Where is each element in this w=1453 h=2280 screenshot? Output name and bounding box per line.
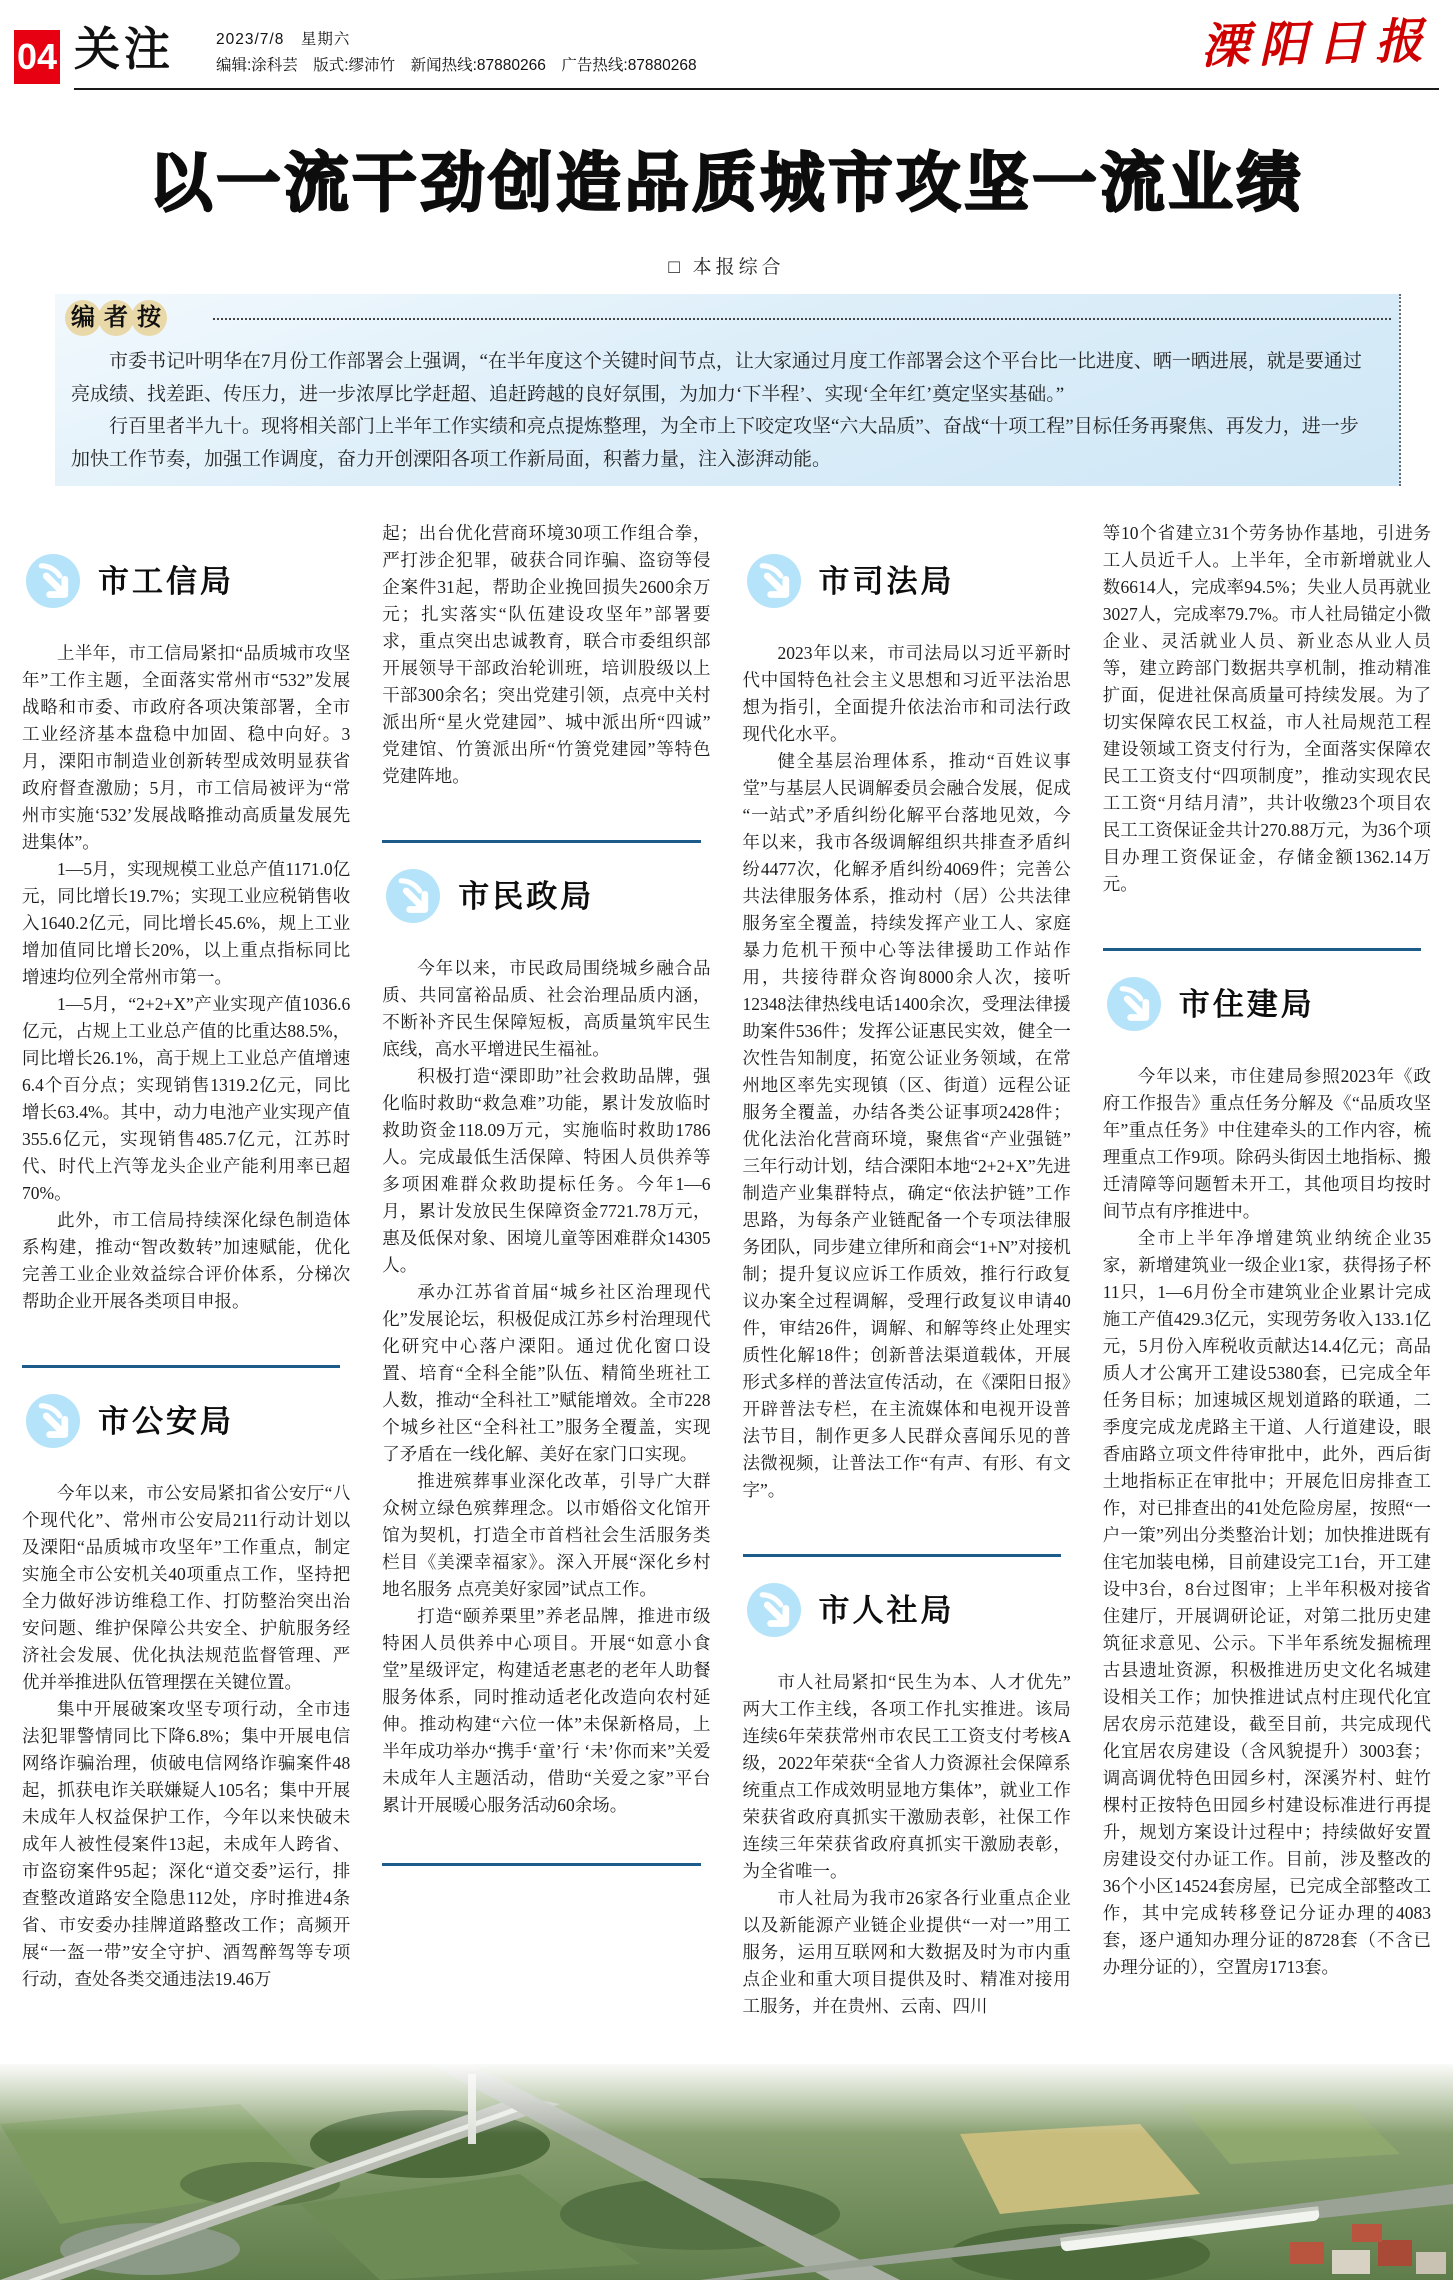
article-paragraph: 承办江苏省首届“城乡社区治理现代化”发展论坛，积极促成江苏乡村治理现代化研究中心落户溧阳。通过优化窗口设置、培育“全科全能”队伍、精简坐班社工人数，推动“全科社工”赋能增效。全市228个城乡社区“全科社工”服务全覆盖，实现了矛盾在一线化解、美好在家门口实现。 <box>382 1282 711 1464</box>
page-header <box>0 0 1453 92</box>
main-headline: 以一流干劲创造品质城市攻坚一流业绩 <box>148 147 1305 219</box>
header-rule <box>74 88 1439 90</box>
article-divider <box>382 1863 700 1866</box>
article-title: 市公安局 <box>98 1403 234 1439</box>
article-paragraph: 今年以来，市民政局围绕城乡融合品质、共同富裕品质、社会治理品质内涵，不断补齐民生保障短板，高质量筑牢民生底线，高水平增进民生福祉。 <box>382 958 711 1059</box>
text-column-2 <box>382 520 710 2068</box>
editor-note-paragraph: 行百里者半九十。现将相关部门上半年工作实绩和亮点提炼整理，为全市上下咬定攻坚“六大品质”、奋战“十项工程”目标任务再聚焦、再发力，进一步加快工作节奏，加强工作调度，奋力开创溧阳各项工作新局面，积蓄力量，注入澎湃动能。 <box>71 416 1359 471</box>
article-paragraph: 2023年以来，市司法局以习近平新时代中国特色社会主义思想和习近平法治思想为指引，全面提升依法治市和司法行政现代化水平。 <box>742 643 1071 744</box>
article-paragraph: 积极打造“溧即助”社会救助品牌，强化临时救助“救急难”功能，累计发放临时救助资金118.09万元，实施临时救助1786人。完成最低生活保障、特困人员供养等多项困难群众救助提标任务。今年1—6月，累计发放民生保障资金7721.78万元，惠及低保对象、困境儿童等困难群众14305人。 <box>382 1066 711 1275</box>
arrow-down-right-icon <box>386 869 440 923</box>
text-column-3 <box>743 520 1071 2068</box>
article-heading <box>26 1394 350 1448</box>
article-divider <box>1103 948 1421 951</box>
issue-date: 2023/7/8 星期六 <box>216 31 351 48</box>
article-heading <box>747 554 1071 608</box>
article-paragraph: 1—5月，实现规模工业总产值1171.0亿元，同比增长19.7%；实现工业应税销售收入1640.2亿元，同比增长45.6%，规上工业增加值同比增长20%，以上重点指标同比增速均位列全常州市第一。 <box>22 859 351 987</box>
dotted-rule <box>213 318 1391 320</box>
issue-meta <box>216 27 697 80</box>
aerial-photo <box>0 2064 1453 2280</box>
article-title: 市民政局 <box>458 878 595 914</box>
editor-hotline-line: 编辑:涂科芸 版式:缪沛竹 新闻热线:87880266 广告热线:87880268 <box>216 57 697 75</box>
article-paragraph: 今年以来，市住建局参照2023年《政府工作报告》重点任务分解及《“品质攻坚年”重点任务》中住建牵头的工作内容，梳理重点工作9项。除码头街因土地指标、搬迁清障等问题暂未开工，其他项目均按时间节点有序推进中。 <box>1102 1066 1431 1221</box>
arrow-down-right-icon <box>1107 977 1161 1031</box>
article-paragraph: 推进殡葬事业深化改革，引导广大群众树立绿色殡葬理念。以市婚俗文化馆开馆为契机，打造全市首档社会生活服务类栏目《美溧幸福家》。深入开展“深化乡村地名服务 点亮美好家园”试点工作。 <box>382 1471 711 1599</box>
byline: □ 本报综合 <box>668 257 785 278</box>
article-paragraph: 集中开展破案攻坚专项行动，全市违法犯罪警情同比下降6.8%；集中开展电信网络诈骗治理，侦破电信网络诈骗案件48起，抓获电诈关联嫌疑人105名；集中开展未成年人权益保护工作，今年以来快破未成年人被性侵案件13起，未成年人跨省、市盗窃案件95起；深化“道交委”运行，排查整改道路安全隐患112处，序时推进4条省、市安委办挂牌道路整改工作；高频开展“一盔一带”安全守护、酒驾醉驾等专项行动，查处各类交通违法19.46万 <box>22 1699 351 1989</box>
article-paragraph: 今年以来，市公安局紧扣省公安厅“八个现代化”、常州市公安局211行动计划以及溧阳“品质城市攻坚年”工作重点，制定实施全市公安机关40项重点工作，坚持把全力做好涉访维稳工作、打防整治突出治安问题、维护保障公共安全、护航服务经济社会发展、优化执法规范监督管理、严优并举推进队伍管理摆在关键位置。 <box>22 1483 351 1692</box>
article-heading <box>747 1583 1071 1637</box>
arrow-down-right-icon <box>747 554 801 608</box>
article-title: 市司法局 <box>818 563 955 599</box>
article-paragraph: 全市上半年净增建筑业纳统企业35家，新增建筑业一级企业1家，获得扬子杯11只，1—6月份全市建筑业企业累计完成施工产值429.3亿元，实现劳务收入133.1亿元，5月份入库税收贡献达14.4亿元；高品质人才公寓开工建设5380套，已完成全年任务目标；加速城区规划道路的联通，二季度完成龙虎路主干道、人行道建设，眼香庙路立项文件待审批中，此外，西后街土地指标正在审批中；开展危旧房排查工作，对已排查出的41处危险房屋，按照“一户一策”列出分类整治计划；加快推进既有住宅加装电梯，目前建设完工1台，开工建设中3台，8台过图审；上半年积极对接省住建厅，开展调研论证，对第二批历史建筑征求意见、公示。下半年系统发掘梳理古县遗址资源，积极推进历史文化名城建设相关工作；加快推进试点村庄现代化宜居农房示范建设，截至目前，共完成现代化宜居农房建设（含风貌提升）3003套；调高调优特色田园乡村，深溪岕村、蛀竹棵村正按特色田园乡村建设标准进行再提升，规划方案设计过程中；持续做好安置房建设交付办证工作。目前，涉及整改的36个小区14524套房屋，已完成全部整改工作，其中完成转移登记分证办理的4083套，逐户通知办理分证的8728套（不含已办理分证的），空置房1713套。 <box>1102 1228 1431 1977</box>
arrow-down-right-icon <box>747 1583 801 1637</box>
text-column-4 <box>1103 520 1431 2068</box>
editor-note-paragraph: 市委书记叶明华在7月份工作部署会上强调，“在半年度这个关键时间节点，让大家通过月度工作部署会这个平台比一比进度、晒一晒进展，就是要通过亮成绩、找差距、传压力，进一步浓厚比学赶超、追赶跨越的良好氛围，为加力‘下半程’、实现‘全年红’奠定坚实基础。” <box>71 351 1362 405</box>
article-heading <box>26 554 350 608</box>
article-paragraph: 起；出台优化营商环境30项工作组合拳，严打涉企犯罪，破获合同诈骗、盗窃等侵企案件31起，帮助企业挽回损失2600余万元；扎实落实“队伍建设攻坚年”部署要求，重点突出忠诚教育，联合市委组织部开展领导干部政治轮训班，培训股级以上干部300余名；突出党建引领，点亮中关村派出所“星火党建园”、城中派出所“四诚”党建馆、竹箦派出所“竹箦党建园”等特色党建阵地。 <box>382 523 711 786</box>
text-column-1 <box>22 520 350 2068</box>
article-title: 市住建局 <box>1178 986 1315 1022</box>
article-heading <box>386 869 710 923</box>
article-heading <box>1107 977 1431 1031</box>
page-number-badge: 04 <box>14 30 60 84</box>
article-title: 市工信局 <box>98 563 234 599</box>
article-columns <box>22 520 1431 2068</box>
editor-note-label-char: 按 <box>131 300 167 336</box>
editor-note-box <box>55 294 1401 486</box>
article-paragraph: 1—5月，“2+2+X”产业实现产值1036.6亿元，占规上工业总产值的比重达88.5%，同比增长26.1%，高于规上工业总产值增速6.4个百分点；实现销售1319.2亿元，同比增长63.4%。其中，动力电池产业实现产值355.6亿元，实现销售485.7亿元，江苏时代、时代上汽等龙头企业产能利用率已超70%。 <box>22 994 351 1203</box>
editor-note-label <box>65 300 164 336</box>
editor-note-label-char: 者 <box>98 300 134 336</box>
editor-note-label-char: 编 <box>65 300 101 336</box>
article-paragraph: 健全基层治理体系，推动“百姓议事堂”与基层人民调解委员会融合发展，促成“一站式”矛盾纠纷化解平台落地见效，今年以来，我市各级调解组织共排查矛盾纠纷4477次，化解矛盾纠纷4069件；完善公共法律服务体系，推动村（居）公共法律服务室全覆盖，持续发挥产业工人、家庭暴力危机干预中心等法律援助工作站作用，共接待群众咨询8000余人次，接听12348法律热线电话1400余次，受理法律援助案件536件；发挥公证惠民实效，健全一次性告知制度，拓宽公证业务领域，在常州地区率先实现镇（区、街道）远程公证服务全覆盖，办结各类公证事项2428件；优化法治化营商环境，聚焦省“产业强链”三年行动计划，结合溧阳本地“2+2+X”先进制造产业集群特点，确定“依法护链”工作思路，为每条产业链配备一个专项法律服务团队，同步建立律所和商会“1+N”对接机制；提升复议应诉工作质效，推行行政复议办案全过程调解，受理行政复议申请40件，审结26件，调解、和解等终止处理实质性化解18件；创新普法渠道载体，开展形式多样的普法宣传活动，在《溧阳日报》开辟普法专栏，在主流媒体和电视开设普法节目，制作更多人民群众喜闻乐见的普法微视频，让普法工作“有声、有形、有文字”。 <box>742 751 1071 1500</box>
article-paragraph: 市人社局为我市26家各行业重点企业以及新能源产业链企业提供“一对一”用工服务，运用互联网和大数据及时为市内重点企业和重大项目提供及时、精准对接用工服务，并在贵州、云南、四川 <box>742 1888 1071 2016</box>
article-divider <box>743 1554 1061 1557</box>
article-paragraph: 此外，市工信局持续深化绿色制造体系构建，推动“智改数转”加速赋能，优化完善工业企业效益综合评价体系，分梯次帮助企业开展各类项目申报。 <box>22 1210 351 1311</box>
arrow-down-right-icon <box>26 1394 80 1448</box>
article-title: 市人社局 <box>818 1592 955 1628</box>
aerial-photo-graphic <box>0 2064 1453 2280</box>
article-divider <box>382 840 700 843</box>
arrow-down-right-icon <box>26 554 80 608</box>
article-paragraph: 打造“颐养栗里”养老品牌，推进市级特困人员供养中心项目。开展“如意小食堂”星级评定，构建适老惠老的老年人助餐服务体系，同时推动适老化改造向农村延伸。推动构建“六位一体”未保新格局，上半年成功举办“携手‘童’行 ‘未’你而来”关爱未成年人主题活动，借助“关爱之家”平台累计开展暖心服务活动60余场。 <box>382 1606 711 1815</box>
section-title: 关注 <box>74 23 174 75</box>
newspaper-masthead: 溧阳日报 <box>1200 12 1434 76</box>
editor-note-text <box>71 346 1373 477</box>
article-paragraph: 等10个省建立31个劳务协作基地，引进务工人员近千人。上半年，全市新增就业人数6614人，完成率94.5%；失业人员再就业3027人，完成率79.7%。市人社局锚定小微企业、灵活就业人员、新业态从业人员等，建立跨部门数据共享机制，推动精准扩面，促进社保高质量可持续发展。为了切实保障农民工权益，市人社局规范工程建设领域工资支付行为，全面落实保障农民工工资支付“四项制度”，推动实现农民工工资“月结月清”，共计收缴23个项目农民工工资保证金共计270.88万元，为36个项目办理工资保证金，存储金额1362.14万元。 <box>1102 523 1431 894</box>
article-paragraph: 市人社局紧扣“民生为本、人才优先”两大工作主线，各项工作扎实推进。该局连续6年荣获常州市农民工工资支付考核A级，2022年荣获“全省人力资源社会保障系统重点工作成效明显地方集体”，就业工作荣获省政府真抓实干激励表彰，社保工作连续三年荣获省政府真抓实干激励表彰，为全省唯一。 <box>742 1672 1071 1881</box>
article-divider <box>22 1365 340 1368</box>
article-paragraph: 上半年，市工信局紧扣“品质城市攻坚年”工作主题，全面落实常州市“532”发展战略和市委、市政府各项决策部署，全市工业经济基本盘稳中加固、稳中向好。3月，溧阳市制造业创新转型成效明显获省政府督查激励；5月，市工信局被评为“常州市实施‘532’发展战略推动高质量发展先进集体”。 <box>22 643 351 852</box>
